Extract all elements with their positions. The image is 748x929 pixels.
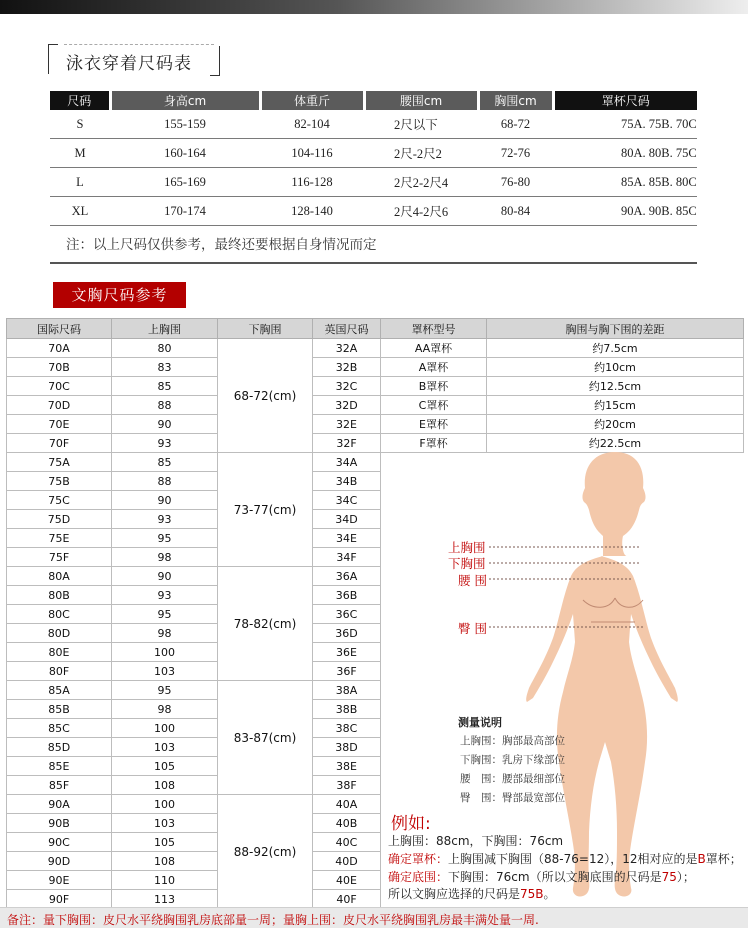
table-cell: 88-92(cm) — [218, 795, 313, 909]
table-cell: A罩杯 — [381, 358, 487, 377]
table-cell: 78-82(cm) — [218, 567, 313, 681]
table-cell: 2尺2-2尺4 — [364, 168, 478, 197]
measure-item: 臀 围：臀部最宽部位 — [460, 792, 565, 804]
table-cell: 40E — [313, 871, 381, 890]
table-cell: 100 — [112, 719, 218, 738]
table-cell: 32F — [313, 434, 381, 453]
table-cell: 105 — [112, 757, 218, 776]
swimwear-size-table — [50, 91, 697, 226]
table-cell: 73-77(cm) — [218, 453, 313, 567]
table-cell: 100 — [112, 643, 218, 662]
example-line — [388, 868, 695, 885]
example-text: 罩杯； — [705, 852, 742, 866]
table-cell: 95 — [112, 605, 218, 624]
table-cell: 38A — [313, 681, 381, 700]
table-cell: 95 — [112, 529, 218, 548]
table-cell: 40A — [313, 795, 381, 814]
table-cell: C罩杯 — [381, 396, 487, 415]
table-cell: 约7.5cm — [487, 339, 744, 358]
divider — [50, 262, 697, 264]
example-highlight: B — [697, 852, 706, 866]
table-cell: 2尺-2尺2 — [364, 139, 478, 168]
table-cell: 85A. 85B. 80C — [553, 168, 697, 197]
measure-item: 下胸围：乳房下缘部位 — [460, 754, 565, 766]
table-cell: 40F — [313, 890, 381, 909]
bra-size-section-button[interactable]: 文胸尺码参考 — [53, 282, 186, 308]
table-cell: 70F — [7, 434, 112, 453]
table-cell: 82-104 — [260, 110, 364, 139]
header-cell: 尺码 — [50, 91, 110, 110]
title-frame — [48, 44, 220, 76]
table-cell: 85E — [7, 757, 112, 776]
table-cell: 95 — [112, 681, 218, 700]
table-cell: 约20cm — [487, 415, 744, 434]
header-cell: 下胸围 — [218, 319, 313, 339]
table-cell: 38B — [313, 700, 381, 719]
table-cell: 80D — [7, 624, 112, 643]
table-cell: 75F — [7, 548, 112, 567]
table-cell: 116-128 — [260, 168, 364, 197]
table-cell: 2尺以下 — [364, 110, 478, 139]
header-cell: 胸围与胸下围的差距 — [487, 319, 744, 339]
header-cell: 上胸围 — [112, 319, 218, 339]
table-cell: 75E — [7, 529, 112, 548]
table-cell: 36E — [313, 643, 381, 662]
example-label: 确定罩杯： — [388, 852, 449, 866]
table-cell: 40D — [313, 852, 381, 871]
table-cell: 38C — [313, 719, 381, 738]
size-note: 注：以上尺码仅供参考，最终还要根据自身情况而定 — [66, 237, 377, 253]
table-row — [7, 396, 744, 415]
table-cell: 40C — [313, 833, 381, 852]
table-cell: 110 — [112, 871, 218, 890]
table-cell: 72-76 — [478, 139, 553, 168]
table-cell: 85D — [7, 738, 112, 757]
table-cell: 34A — [313, 453, 381, 472]
example-title: 例如: — [391, 814, 431, 834]
table-cell: 90F — [7, 890, 112, 909]
table-row — [7, 434, 744, 453]
measure-title: 测量说明 — [458, 716, 502, 729]
table-cell: 75B — [7, 472, 112, 491]
label-waist: 腰 围 — [458, 573, 487, 588]
table-cell: 103 — [112, 662, 218, 681]
label-hip: 臀 围 — [458, 621, 487, 636]
table-cell: 34B — [313, 472, 381, 491]
example-line: 上胸围：88cm，下胸围：76cm — [388, 834, 564, 848]
table-cell: 83 — [112, 358, 218, 377]
table-cell: 98 — [112, 548, 218, 567]
table-cell: 108 — [112, 852, 218, 871]
table-cell: 36A — [313, 567, 381, 586]
table-cell: 32D — [313, 396, 381, 415]
table-cell: 155-159 — [110, 110, 260, 139]
header-cell: 罩杯尺码 — [553, 91, 697, 110]
example-line — [388, 850, 742, 867]
table-cell: 约10cm — [487, 358, 744, 377]
table-cell: 165-169 — [110, 168, 260, 197]
table-cell: 34C — [313, 491, 381, 510]
table-cell: 85C — [7, 719, 112, 738]
table-cell: AA罩杯 — [381, 339, 487, 358]
table-cell: 70A — [7, 339, 112, 358]
measure-item: 腰 围：腰部最细部位 — [460, 773, 565, 785]
table-cell: 38E — [313, 757, 381, 776]
example-text: 下胸围：76cm（所以文胸底围的尺码是 — [448, 870, 662, 884]
table-row — [7, 377, 744, 396]
table-cell: 105 — [112, 833, 218, 852]
table-cell: 98 — [112, 624, 218, 643]
table-cell: 约22.5cm — [487, 434, 744, 453]
table-cell: 90A. 90B. 85C — [553, 197, 697, 226]
table-cell: 90 — [112, 491, 218, 510]
table-cell: B罩杯 — [381, 377, 487, 396]
example-label: 确定底围： — [388, 870, 449, 884]
table-cell: 约12.5cm — [487, 377, 744, 396]
table-cell: 103 — [112, 814, 218, 833]
table-cell: 36C — [313, 605, 381, 624]
label-upper-bust: 上胸围 — [448, 540, 486, 555]
table-cell: 32E — [313, 415, 381, 434]
table-cell: 32B — [313, 358, 381, 377]
label-under-bust: 下胸围 — [448, 556, 486, 571]
table-cell: 38F — [313, 776, 381, 795]
table-cell: 88 — [112, 472, 218, 491]
header-cell: 体重斤 — [260, 91, 364, 110]
body-silhouette — [526, 452, 678, 897]
table-cell: 32A — [313, 339, 381, 358]
table-cell: 104-116 — [260, 139, 364, 168]
page-title: 泳衣穿着尺码表 — [66, 54, 192, 74]
table-cell: 108 — [112, 776, 218, 795]
example-line — [388, 885, 556, 902]
table-cell: 34D — [313, 510, 381, 529]
table-cell: 70E — [7, 415, 112, 434]
table-cell: 103 — [112, 738, 218, 757]
table-cell: F罩杯 — [381, 434, 487, 453]
table-cell: 34F — [313, 548, 381, 567]
table-cell: 75A — [7, 453, 112, 472]
table-cell: 90 — [112, 567, 218, 586]
table-cell: 90B — [7, 814, 112, 833]
table-cell: 36D — [313, 624, 381, 643]
table-cell: 80F — [7, 662, 112, 681]
table-cell: M — [50, 139, 110, 168]
table-row — [50, 168, 697, 197]
table-cell: 128-140 — [260, 197, 364, 226]
table-cell: S — [50, 110, 110, 139]
table-cell: 85B — [7, 700, 112, 719]
table-cell: 90A — [7, 795, 112, 814]
table-cell: 90 — [112, 415, 218, 434]
header-cell: 国际尺码 — [7, 319, 112, 339]
table-cell: 80-84 — [478, 197, 553, 226]
table-cell: XL — [50, 197, 110, 226]
table-cell: 75A. 75B. 70C — [553, 110, 697, 139]
table-cell: 70D — [7, 396, 112, 415]
table-cell: 80C — [7, 605, 112, 624]
example-text: 。 — [543, 887, 556, 901]
header-cell: 身高cm — [110, 91, 260, 110]
table-cell: 36B — [313, 586, 381, 605]
table-cell: L — [50, 168, 110, 197]
table-cell: 88 — [112, 396, 218, 415]
table-cell: 85 — [112, 377, 218, 396]
table-cell: 85 — [112, 453, 218, 472]
table-cell: 93 — [112, 434, 218, 453]
table-cell: 90E — [7, 871, 112, 890]
header-cell: 英国尺码 — [313, 319, 381, 339]
table-cell: 约15cm — [487, 396, 744, 415]
header-cell: 罩杯型号 — [381, 319, 487, 339]
table-cell: 80A. 80B. 75C — [553, 139, 697, 168]
header-cell: 腰围cm — [364, 91, 478, 110]
table-cell: 90C — [7, 833, 112, 852]
table-cell: 75C — [7, 491, 112, 510]
table-cell: 98 — [112, 700, 218, 719]
table-cell: 80E — [7, 643, 112, 662]
table-cell: 93 — [112, 510, 218, 529]
example-text: ）； — [676, 870, 695, 884]
table-cell: 70C — [7, 377, 112, 396]
table-cell: 2尺4-2尺6 — [364, 197, 478, 226]
table-cell: 68-72(cm) — [218, 339, 313, 453]
table-cell: 75D — [7, 510, 112, 529]
table-cell: 85A — [7, 681, 112, 700]
top-gradient-bar — [0, 0, 748, 14]
table-cell: 70B — [7, 358, 112, 377]
table-cell: 170-174 — [110, 197, 260, 226]
table-row — [7, 415, 744, 434]
table-cell: 80A — [7, 567, 112, 586]
example-text: 所以文胸应选择的尺码是 — [388, 887, 521, 901]
table-cell: E罩杯 — [381, 415, 487, 434]
example-highlight: 75 — [661, 870, 677, 884]
table-cell: 160-164 — [110, 139, 260, 168]
example-text: 上胸围减下胸围（88-76=12），12相对应的是 — [448, 852, 698, 866]
table-cell: 36F — [313, 662, 381, 681]
table-cell: 38D — [313, 738, 381, 757]
footer-note-bar — [0, 907, 748, 928]
table-cell: 90D — [7, 852, 112, 871]
table-cell: 93 — [112, 586, 218, 605]
table-cell: 76-80 — [478, 168, 553, 197]
table-cell: 85F — [7, 776, 112, 795]
table-row — [50, 197, 697, 226]
table-cell: 113 — [112, 890, 218, 909]
table-cell: 34E — [313, 529, 381, 548]
table-cell: 83-87(cm) — [218, 681, 313, 795]
table-cell: 80 — [112, 339, 218, 358]
table-cell: 80B — [7, 586, 112, 605]
table-row — [50, 110, 697, 139]
table-cell: 40B — [313, 814, 381, 833]
header-cell: 胸围cm — [478, 91, 553, 110]
table-row — [7, 358, 744, 377]
table-cell: 32C — [313, 377, 381, 396]
table-cell: 100 — [112, 795, 218, 814]
table-row — [50, 139, 697, 168]
table-cell: 68-72 — [478, 110, 553, 139]
example-highlight: 75B — [520, 887, 544, 901]
footer-note: 备注：量下胸围：皮尺水平绕胸围乳房底部量一周；量胸上围：皮尺水平绕胸围乳房最丰满处量一周. — [7, 913, 539, 927]
measure-item: 上胸围：胸部最高部位 — [460, 735, 565, 747]
table-row — [7, 339, 744, 358]
